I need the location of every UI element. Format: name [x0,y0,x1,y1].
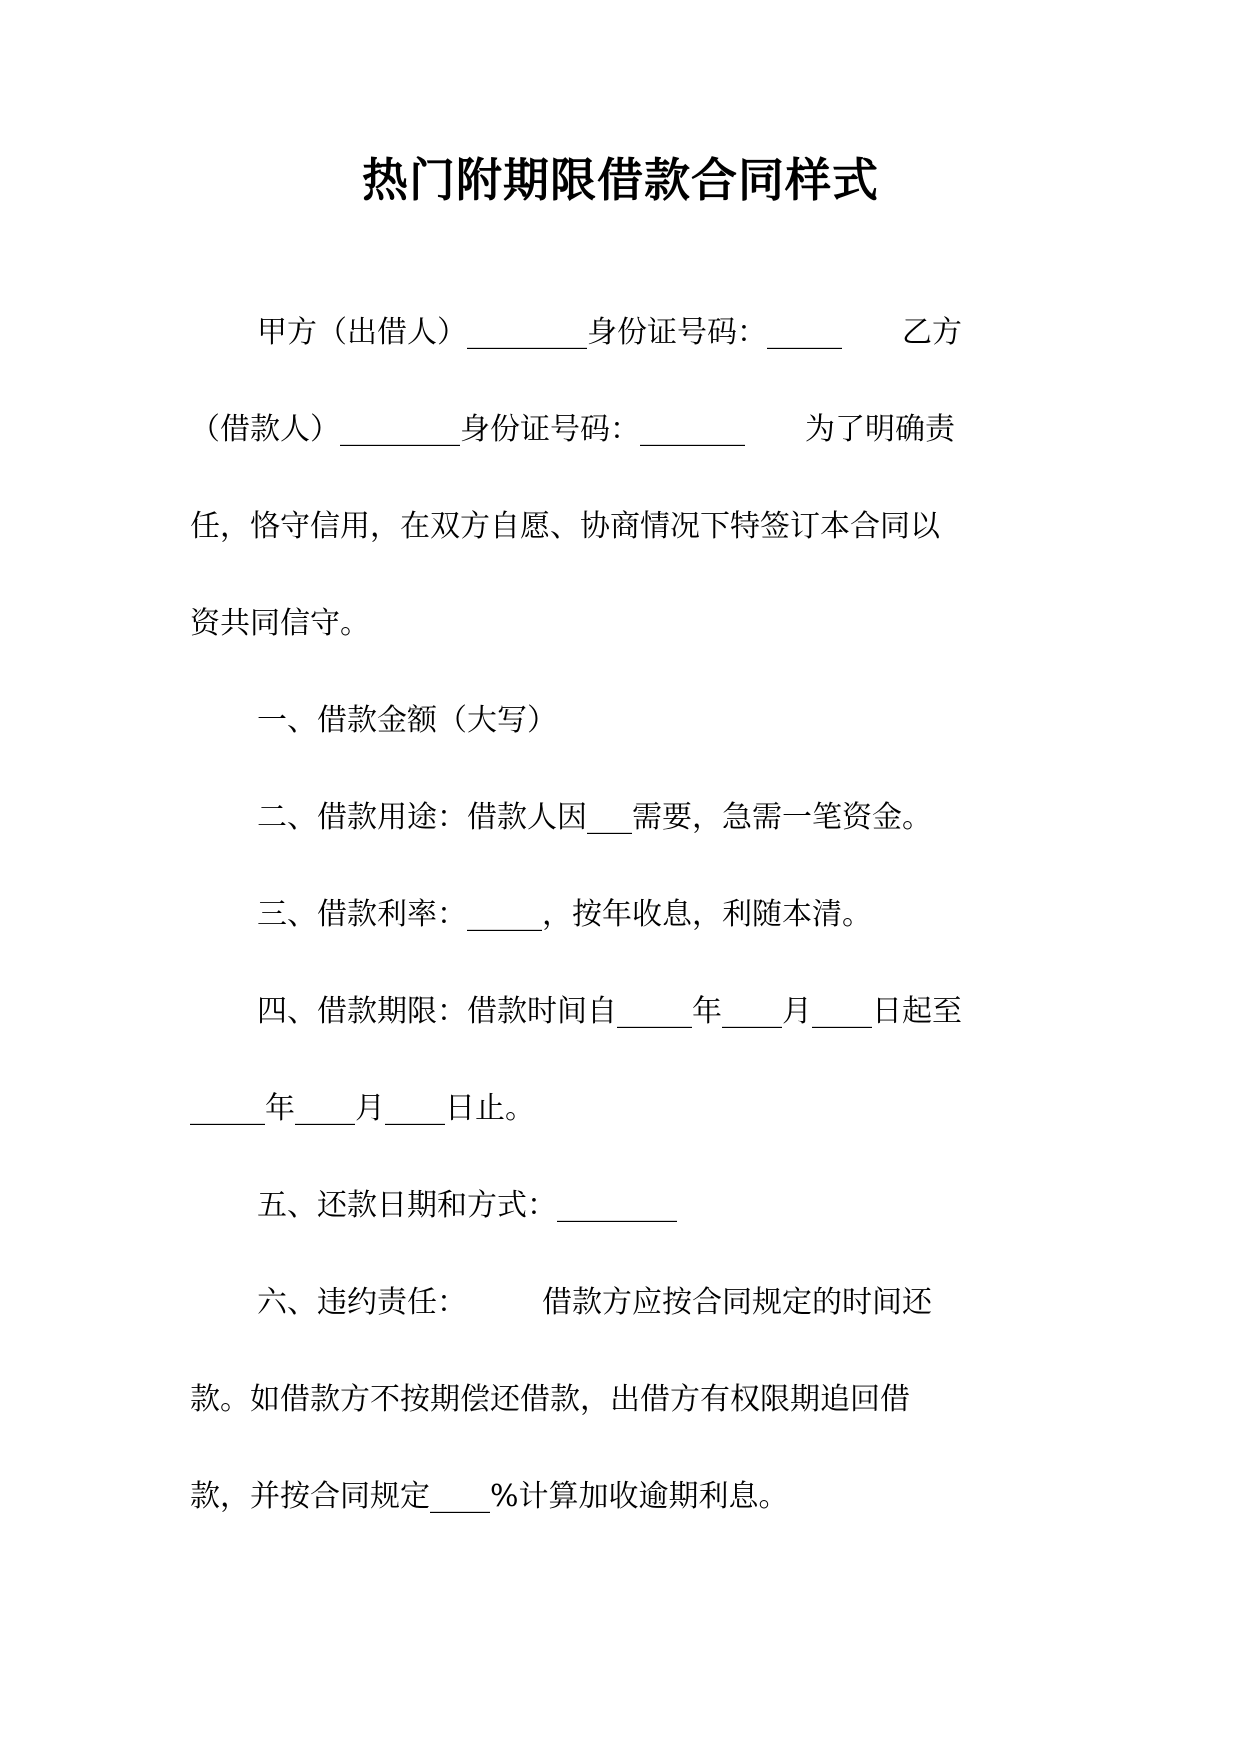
clause-loan-purpose: 二、借款用途：借款人因___需要，急需一笔资金。 [257,800,932,835]
clause-loan-term-2: _____年____月____日止。 [190,1091,535,1126]
paragraph-line-parties-2: （借款人）________身份证号码：_______ 为了明确责 [190,412,955,447]
clause-interest-rate: 三、借款利率：_____，按年收息，利随本清。 [257,897,872,932]
clause-liability-2: 款。如借款方不按期偿还借款，出借方有权限期追回借 [190,1382,910,1417]
paragraph-line-parties-3: 任，恪守信用，在双方自愿、协商情况下特签订本合同以 [190,509,940,544]
paragraph-line-parties-4: 资共同信守。 [190,606,370,641]
clause-liability-3: 款，并按合同规定____%计算加收逾期利息。 [190,1479,789,1514]
paragraph-line-parties-1: 甲方（出借人）________身份证号码：_____ 乙方 [257,315,962,350]
clause-loan-term-1: 四、借款期限：借款时间自_____年____月____日起至 [257,994,962,1029]
clause-repayment: 五、还款日期和方式：________ [257,1188,677,1223]
document-title: 热门附期限借款合同样式 [362,153,879,207]
clause-loan-amount: 一、借款金额（大写） [257,703,557,738]
clause-liability-1: 六、违约责任： 借款方应按合同规定的时间还 [257,1285,932,1320]
